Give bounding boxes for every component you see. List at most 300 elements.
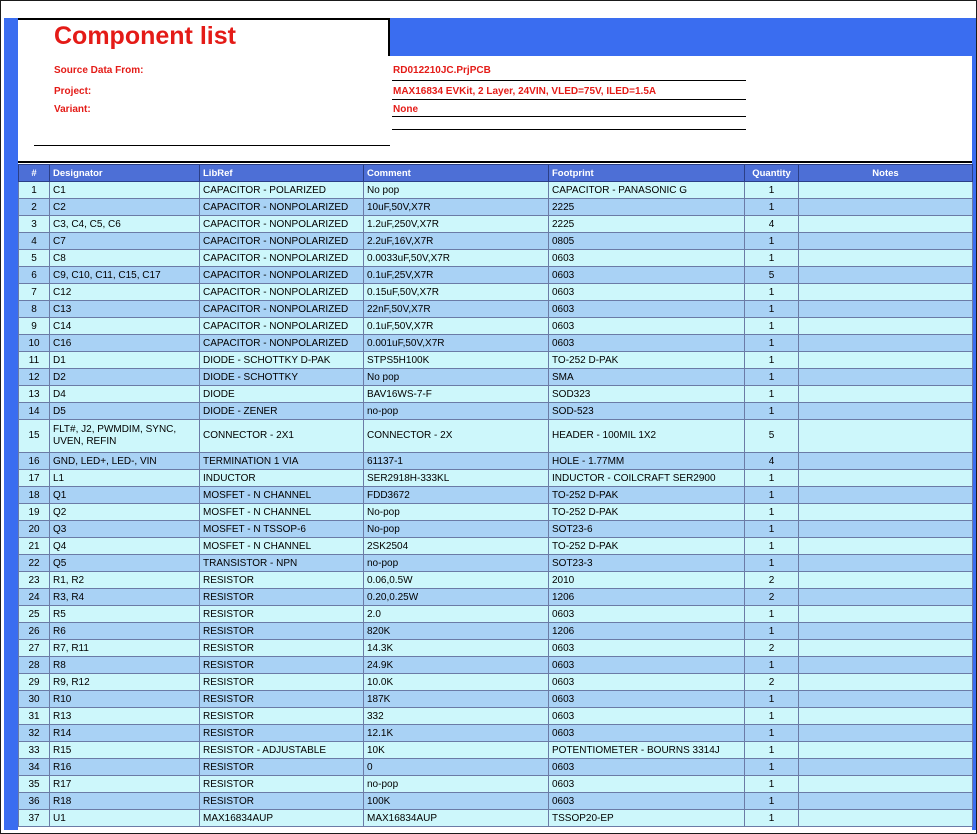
table-row [19,555,973,572]
quantity-cell: 2 [745,674,799,691]
notes-cell [799,810,973,827]
footprint-cell: HEADER - 100MIL 1X2 [549,420,745,453]
notes-cell [799,793,973,810]
designator-cell: D1 [50,352,200,369]
libref-cell: MOSFET - N CHANNEL [200,504,364,521]
designator-cell: D2 [50,369,200,386]
libref-cell: RESISTOR - ADJUSTABLE [200,742,364,759]
table-row [19,216,973,233]
table-row [19,487,973,504]
libref-cell: CAPACITOR - NONPOLARIZED [200,199,364,216]
table-row [19,725,973,742]
table-row [19,453,973,470]
notes-cell [799,674,973,691]
quantity-cell: 1 [745,233,799,250]
table-row [19,589,973,606]
footprint-cell: POTENTIOMETER - BOURNS 3314J [549,742,745,759]
comment-cell: STPS5H100K [364,352,549,369]
notes-cell [799,538,973,555]
row-number: 21 [19,538,50,555]
quantity-cell: 2 [745,640,799,657]
quantity-cell: 1 [745,250,799,267]
row-number: 23 [19,572,50,589]
footprint-cell: 2225 [549,216,745,233]
table-row [19,369,973,386]
quantity-cell: 1 [745,691,799,708]
comment-cell: 100K [364,793,549,810]
quantity-cell: 1 [745,504,799,521]
comment-cell: 0.06,0.5W [364,572,549,589]
source-label: Source Data From: [54,65,144,76]
table-row [19,708,973,725]
notes-cell [799,708,973,725]
designator-cell: L1 [50,470,200,487]
libref-cell: CAPACITOR - NONPOLARIZED [200,267,364,284]
row-number: 13 [19,386,50,403]
libref-cell: RESISTOR [200,606,364,623]
notes-cell [799,386,973,403]
table-row [19,793,973,810]
notes-cell [799,403,973,420]
table-row [19,657,973,674]
notes-cell [799,199,973,216]
notes-cell [799,606,973,623]
footprint-cell: SMA [549,369,745,386]
footprint-cell: 1206 [549,623,745,640]
table-row [19,521,973,538]
col-header: Designator [50,165,200,182]
comment-cell: no-pop [364,776,549,793]
notes-cell [799,216,973,233]
libref-cell: DIODE - SCHOTTKY [200,369,364,386]
libref-cell: MAX16834AUP [200,810,364,827]
comment-cell: 10.0K [364,674,549,691]
row-number: 18 [19,487,50,504]
footprint-cell: 0603 [549,284,745,301]
table-row [19,199,973,216]
libref-cell: CAPACITOR - NONPOLARIZED [200,233,364,250]
notes-cell [799,301,973,318]
table-row [19,538,973,555]
libref-cell: MOSFET - N CHANNEL [200,538,364,555]
notes-cell [799,335,973,352]
libref-cell: TERMINATION 1 VIA [200,453,364,470]
comment-cell: 61137-1 [364,453,549,470]
comment-cell: FDD3672 [364,487,549,504]
designator-cell: FLT#, J2, PWMDIM, SYNC, UVEN, REFIN [50,420,200,453]
project-value: MAX16834 EVKit, 2 Layer, 24VIN, VLED=75V, ILED=1.5A [393,86,657,97]
libref-cell: RESISTOR [200,657,364,674]
table-row [19,420,973,453]
comment-cell: 10K [364,742,549,759]
col-header: Quantity [745,165,799,182]
notes-cell [799,453,973,470]
libref-cell: MOSFET - N CHANNEL [200,487,364,504]
comment-cell: SER2918H-333KL [364,470,549,487]
designator-cell: R18 [50,793,200,810]
row-number: 17 [19,470,50,487]
comment-cell: MAX16834AUP [364,810,549,827]
table-body [19,182,973,827]
designator-cell: C12 [50,284,200,301]
quantity-cell: 1 [745,555,799,572]
comment-cell: 1.2uF,250V,X7R [364,216,549,233]
comment-cell: 24.9K [364,657,549,674]
comment-cell: 0 [364,759,549,776]
quantity-cell: 1 [745,776,799,793]
libref-cell: RESISTOR [200,759,364,776]
footprint-cell: 0603 [549,725,745,742]
row-number: 19 [19,504,50,521]
designator-cell: C3, C4, C5, C6 [50,216,200,233]
footprint-cell: 0603 [549,759,745,776]
designator-cell: R7, R11 [50,640,200,657]
libref-cell: RESISTOR [200,572,364,589]
designator-cell: R6 [50,623,200,640]
quantity-cell: 1 [745,487,799,504]
footprint-cell: CAPACITOR - PANASONIC G [549,182,745,199]
top-blue-band [390,18,972,56]
footprint-cell: 0603 [549,606,745,623]
designator-cell: D4 [50,386,200,403]
libref-cell: CAPACITOR - NONPOLARIZED [200,335,364,352]
quantity-cell: 1 [745,725,799,742]
table-row [19,301,973,318]
row-number: 12 [19,369,50,386]
designator-cell: R14 [50,725,200,742]
comment-cell: 0.1uF,25V,X7R [364,267,549,284]
table-row [19,352,973,369]
table-row [19,470,973,487]
col-header: Footprint [549,165,745,182]
designator-cell: C2 [50,199,200,216]
table-row [19,267,973,284]
designator-cell: R1, R2 [50,572,200,589]
rule-2 [392,99,746,100]
notes-cell [799,742,973,759]
notes-cell [799,521,973,538]
designator-cell: Q1 [50,487,200,504]
comment-cell: 820K [364,623,549,640]
rule-1 [392,80,746,81]
libref-cell: DIODE - SCHOTTKY D-PAK [200,352,364,369]
notes-cell [799,504,973,521]
row-number: 34 [19,759,50,776]
footprint-cell: 0603 [549,657,745,674]
row-number: 6 [19,267,50,284]
quantity-cell: 1 [745,403,799,420]
row-number: 22 [19,555,50,572]
notes-cell [799,572,973,589]
footprint-cell: INDUCTOR - COILCRAFT SER2900 [549,470,745,487]
row-number: 16 [19,453,50,470]
libref-cell: RESISTOR [200,776,364,793]
variant-value: None [393,104,418,115]
row-number: 11 [19,352,50,369]
footprint-cell: 0603 [549,250,745,267]
comment-cell: 12.1K [364,725,549,742]
footprint-cell: 0603 [549,793,745,810]
libref-cell: CAPACITOR - POLARIZED [200,182,364,199]
footprint-cell: 0603 [549,301,745,318]
designator-cell: Q4 [50,538,200,555]
col-header: Comment [364,165,549,182]
table-row [19,623,973,640]
row-number: 30 [19,691,50,708]
designator-cell: C16 [50,335,200,352]
designator-cell: R17 [50,776,200,793]
row-number: 35 [19,776,50,793]
row-number: 10 [19,335,50,352]
table-header-row [19,165,973,182]
notes-cell [799,233,973,250]
designator-cell: R5 [50,606,200,623]
libref-cell: RESISTOR [200,725,364,742]
footprint-cell: SOD-523 [549,403,745,420]
designator-cell: R13 [50,708,200,725]
table-row [19,182,973,199]
designator-cell: R16 [50,759,200,776]
comment-cell: No pop [364,182,549,199]
comment-cell: BAV16WS-7-F [364,386,549,403]
row-number: 27 [19,640,50,657]
notes-cell [799,182,973,199]
designator-cell: C8 [50,250,200,267]
table-row [19,504,973,521]
libref-cell: RESISTOR [200,674,364,691]
notes-cell [799,640,973,657]
quantity-cell: 1 [745,369,799,386]
comment-cell: 22nF,50V,X7R [364,301,549,318]
quantity-cell: 1 [745,335,799,352]
libref-cell: CAPACITOR - NONPOLARIZED [200,284,364,301]
variant-label: Variant: [54,104,91,115]
libref-cell: RESISTOR [200,708,364,725]
row-number: 14 [19,403,50,420]
row-number: 5 [19,250,50,267]
footprint-cell: 0603 [549,335,745,352]
libref-cell: DIODE [200,386,364,403]
comment-cell: 14.3K [364,640,549,657]
row-number: 33 [19,742,50,759]
libref-cell: MOSFET - N TSSOP-6 [200,521,364,538]
table-row [19,640,973,657]
row-number: 15 [19,420,50,453]
quantity-cell: 1 [745,199,799,216]
footprint-cell: SOD323 [549,386,745,403]
notes-cell [799,725,973,742]
notes-cell [799,352,973,369]
notes-cell [799,267,973,284]
row-number: 7 [19,284,50,301]
table-row [19,691,973,708]
footprint-cell: TO-252 D-PAK [549,352,745,369]
table-row [19,318,973,335]
notes-cell [799,369,973,386]
table-row [19,250,973,267]
component-table [18,164,973,827]
rule-3 [392,116,746,117]
notes-cell [799,555,973,572]
row-number: 26 [19,623,50,640]
table-row [19,335,973,352]
libref-cell: RESISTOR [200,589,364,606]
libref-cell: CAPACITOR - NONPOLARIZED [200,216,364,233]
quantity-cell: 1 [745,301,799,318]
quantity-cell: 1 [745,284,799,301]
designator-cell: GND, LED+, LED-, VIN [50,453,200,470]
comment-cell: 2.2uF,16V,X7R [364,233,549,250]
quantity-cell: 1 [745,810,799,827]
rule-5 [34,145,390,146]
row-number: 24 [19,589,50,606]
designator-cell: C7 [50,233,200,250]
quantity-cell: 2 [745,589,799,606]
notes-cell [799,657,973,674]
row-number: 2 [19,199,50,216]
col-header: # [19,165,50,182]
footprint-cell: SOT23-6 [549,521,745,538]
notes-cell [799,420,973,453]
col-header: LibRef [200,165,364,182]
source-value: RD012210JC.PrjPCB [393,65,491,76]
notes-cell [799,589,973,606]
footprint-cell: 0603 [549,674,745,691]
quantity-cell: 1 [745,657,799,674]
notes-cell [799,284,973,301]
comment-cell: 2SK2504 [364,538,549,555]
quantity-cell: 4 [745,216,799,233]
notes-cell [799,691,973,708]
footprint-cell: 0603 [549,318,745,335]
comment-cell: No pop [364,369,549,386]
footprint-cell: HOLE - 1.77MM [549,453,745,470]
quantity-cell: 1 [745,606,799,623]
footprint-cell: 0603 [549,776,745,793]
footprint-cell: SOT23-3 [549,555,745,572]
col-header: Notes [799,165,973,182]
designator-cell: C9, C10, C11, C15, C17 [50,267,200,284]
quantity-cell: 1 [745,182,799,199]
row-number: 36 [19,793,50,810]
header-bottom-rule [18,161,972,163]
quantity-cell: 1 [745,470,799,487]
notes-cell [799,470,973,487]
comment-cell: 0.20,0.25W [364,589,549,606]
designator-cell: R9, R12 [50,674,200,691]
libref-cell: RESISTOR [200,793,364,810]
footprint-cell: 0603 [549,640,745,657]
libref-cell: CAPACITOR - NONPOLARIZED [200,250,364,267]
libref-cell: INDUCTOR [200,470,364,487]
comment-cell: 332 [364,708,549,725]
libref-cell: CAPACITOR - NONPOLARIZED [200,318,364,335]
libref-cell: CAPACITOR - NONPOLARIZED [200,301,364,318]
quantity-cell: 1 [745,623,799,640]
quantity-cell: 1 [745,521,799,538]
comment-cell: No-pop [364,521,549,538]
notes-cell [799,250,973,267]
comment-cell: No-pop [364,504,549,521]
quantity-cell: 5 [745,420,799,453]
designator-cell: R8 [50,657,200,674]
libref-cell: CONNECTOR - 2X1 [200,420,364,453]
quantity-cell: 1 [745,793,799,810]
quantity-cell: 4 [745,453,799,470]
row-number: 28 [19,657,50,674]
quantity-cell: 1 [745,742,799,759]
row-number: 9 [19,318,50,335]
left-blue-band [4,18,18,830]
libref-cell: RESISTOR [200,691,364,708]
table-row [19,674,973,691]
table-row [19,810,973,827]
table-row [19,284,973,301]
quantity-cell: 1 [745,352,799,369]
row-number: 31 [19,708,50,725]
notes-cell [799,759,973,776]
designator-cell: Q2 [50,504,200,521]
footprint-cell: TO-252 D-PAK [549,538,745,555]
designator-cell: D5 [50,403,200,420]
quantity-cell: 5 [745,267,799,284]
notes-cell [799,623,973,640]
table-row [19,776,973,793]
page-title: Component list [54,22,236,50]
table-row [19,759,973,776]
quantity-cell: 1 [745,318,799,335]
table-row [19,572,973,589]
table-row [19,606,973,623]
comment-cell: no-pop [364,403,549,420]
comment-cell: 0.15uF,50V,X7R [364,284,549,301]
designator-cell: Q5 [50,555,200,572]
comment-cell: no-pop [364,555,549,572]
libref-cell: RESISTOR [200,623,364,640]
footprint-cell: TO-252 D-PAK [549,504,745,521]
row-number: 1 [19,182,50,199]
row-number: 8 [19,301,50,318]
comment-cell: 0.001uF,50V,X7R [364,335,549,352]
table-row [19,233,973,250]
designator-cell: U1 [50,810,200,827]
row-number: 20 [19,521,50,538]
row-number: 3 [19,216,50,233]
table-row [19,742,973,759]
comment-cell: 0.0033uF,50V,X7R [364,250,549,267]
comment-cell: 10uF,50V,X7R [364,199,549,216]
notes-cell [799,487,973,504]
comment-cell: 2.0 [364,606,549,623]
libref-cell: TRANSISTOR - NPN [200,555,364,572]
table-row [19,386,973,403]
designator-cell: R10 [50,691,200,708]
designator-cell: R15 [50,742,200,759]
footprint-cell: 2010 [549,572,745,589]
notes-cell [799,318,973,335]
project-label: Project: [54,86,92,97]
footprint-cell: TSSOP20-EP [549,810,745,827]
row-number: 37 [19,810,50,827]
quantity-cell: 1 [745,759,799,776]
row-number: 25 [19,606,50,623]
designator-cell: C1 [50,182,200,199]
designator-cell: Q3 [50,521,200,538]
comment-cell: 187K [364,691,549,708]
designator-cell: C14 [50,318,200,335]
quantity-cell: 2 [745,572,799,589]
footprint-cell: 2225 [549,199,745,216]
